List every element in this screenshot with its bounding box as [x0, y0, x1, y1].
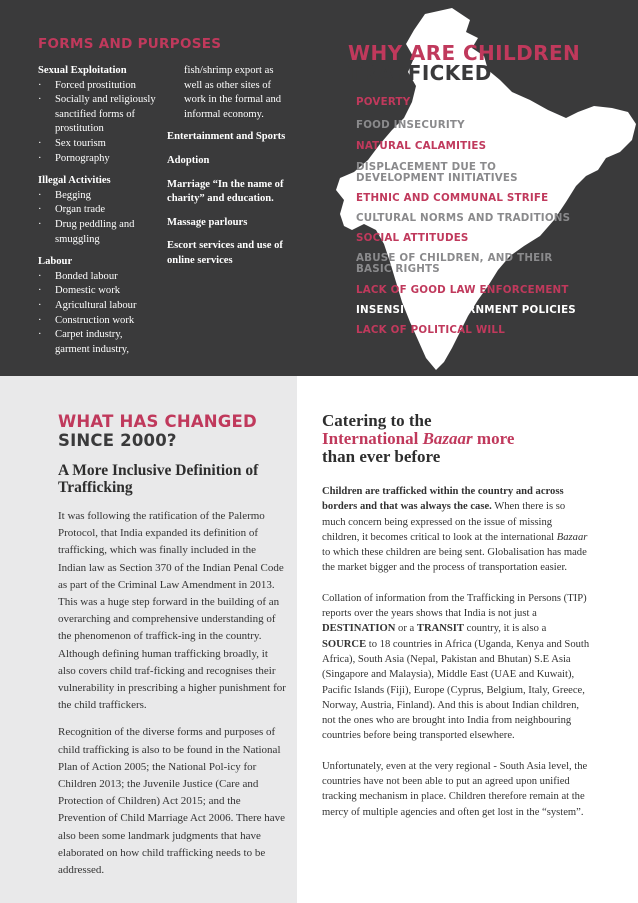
forms-column-2	[167, 64, 289, 278]
text-run: When there is so much concern being expressed on the issue of missing children, it becomes critical to look at the international	[322, 501, 566, 543]
reason-item: DISPLACEMENT DUE TO	[356, 161, 497, 173]
labour-continuation: fish/shrimp export as well as other sites of work in the formal and informal economy.	[184, 65, 282, 120]
forms-title: FORMS AND PURPOSES	[38, 36, 222, 52]
top-band	[0, 0, 638, 376]
paragraph: Recognition of the diverse forms and purposes of child trafficking is also to be found in the National Plan of Action 2005; the National Pol-icy for Children 2013; the Juvenile Justice (Care and Protection of Children) Act 2015; and the Prevention of Child Marriage Act 2006. There have also been some landmark judgments that have elaborated on how child trafficking needs to be addressed.	[58, 726, 286, 877]
reason-item: SOCIAL ATTITUDES	[356, 232, 469, 244]
text-run: Collation of information from the Trafficking in Persons (TIP) reports over the years shows that India is not just a	[322, 592, 587, 620]
bazaar-title-line3: than ever before	[322, 447, 441, 466]
forms-purpose: Adoption	[167, 154, 210, 166]
text-run: to which these children are being sent. Globalisation has made the market bigger and the process of transportation easier.	[322, 547, 587, 574]
forms-purpose: Entertainment and Sports	[167, 131, 286, 143]
list-item: · Bonded labour	[38, 270, 156, 285]
forms-purpose: Marriage “In the name of charity” and education.	[167, 178, 284, 205]
list-item: · Agricultural labour	[38, 299, 156, 314]
forms-group	[38, 64, 156, 166]
why-title-line2: TRAFFICKED	[348, 61, 492, 85]
bazaar-title-line1: Catering to the	[322, 411, 432, 430]
list-item: · Forced prostitution	[38, 79, 156, 94]
list-item: · Begging	[38, 189, 156, 204]
bazaar-title-italic: Bazaar	[422, 429, 473, 448]
why-title-line1: WHY ARE CHILDREN	[348, 41, 581, 65]
forms-group-heading: Sexual Exploitation	[38, 65, 127, 76]
forms-group	[38, 174, 156, 247]
forms-purpose: Massage parlours	[167, 216, 248, 228]
bazaar-title-line2	[322, 430, 514, 448]
forms-purpose: Escort services and use of online services	[167, 240, 283, 266]
forms-column-1	[38, 64, 156, 365]
lead-sentence: Children are trafficked within the country and across borders and that was always the case.	[322, 486, 564, 513]
what-changed-title-line1: WHAT HAS CHANGED	[58, 412, 257, 431]
bazaar-title-text: International	[322, 429, 423, 448]
reason-item: DEVELOPMENT INITIATIVES	[356, 172, 518, 184]
keyword-destination: DESTINATION	[322, 623, 396, 635]
reason-item: NATURAL CALAMITIES	[356, 140, 487, 152]
list-item: · Domestic work	[38, 284, 156, 299]
paragraph: Unfortunately, even at the very regional - South Asia level, the countries have not been able to put an agreed upon unified tracking mechanism in place. Children therefore remain at the mercy of multiple agencies and often get lost in the “system”.	[322, 760, 588, 818]
keyword-transit: TRANSIT	[416, 623, 464, 635]
what-changed-title-line2: SINCE 2000?	[58, 431, 177, 450]
text-run: to 18 countries in Africa (Uganda, Kenya and South Africa), South Asia (Nepal, Pakistan and Bhutan) S.E Asia (Singapore and Malaysia), Middle East (UAE and Kuwait), Pacific Islands (Fiji), Europe (Cyprus, Belgium, Italy, Greece, Norway, Austria, Finland). And this is about Indian children, not the ones who are brought into India from neighbouring countries before being transported elsewhere.	[322, 638, 590, 742]
reason-item: LACK OF POLITICAL WILL	[356, 324, 505, 336]
what-changed-subtitle: A More Inclusive Definition of Trafficking	[58, 462, 259, 496]
keyword-source: SOURCE	[322, 638, 367, 650]
list-item: · Sex tourism	[38, 137, 156, 152]
reason-item: BASIC RIGHTS	[356, 263, 440, 275]
reason-item: INSENSITIVE GOVERNMENT POLICIES	[356, 304, 576, 316]
paragraph: It was following the ratification of the Palermo Protocol, that India expanded its definition of trafficking, which was finally included in the Indian law as Section 370 of the Indian Penal Code as part of the Criminal Law Amendment in 2013. This was a huge step forward in the building of an overarching and comprehensive understanding of the phenomenon of traffick-ing in the country. Although defining human trafficking broadly, it also covers child traf-ficking and recognises their vulnerability in prescribing a higher punishment for the child traffickers.	[58, 510, 286, 712]
reason-item: LACK OF GOOD LAW ENFORCEMENT	[356, 284, 569, 296]
text-run: country, it is also a	[463, 623, 547, 635]
what-changed-body	[58, 508, 286, 889]
list-item: · Organ trade	[38, 203, 156, 218]
italic-term: Bazaar	[556, 531, 588, 543]
text-run: or a	[395, 623, 417, 635]
list-item: · Construction work	[38, 314, 156, 329]
forms-group-heading: Labour	[38, 256, 73, 268]
forms-group	[38, 255, 156, 357]
bazaar-body	[322, 484, 590, 835]
list-item: · Socially and religiously sanctified forms of prostitution	[38, 93, 156, 137]
reason-item: FOOD INSECURITY	[356, 119, 465, 131]
reason-item: ABUSE OF CHILDREN, AND THEIR	[356, 252, 553, 264]
list-item: · Drug peddling and smuggling	[38, 218, 156, 247]
list-item: · Carpet industry, garment industry,	[38, 328, 156, 357]
paragraph	[322, 591, 590, 744]
reason-item: CULTURAL NORMS AND TRADITIONS	[356, 212, 571, 224]
reason-item: POVERTY	[356, 96, 411, 108]
forms-group-heading: Illegal Activities	[38, 175, 111, 187]
list-item: · Pornography	[38, 152, 156, 167]
paragraph	[322, 484, 590, 576]
bazaar-title-text: more	[472, 429, 515, 448]
reason-item: ETHNIC AND COMMUNAL STRIFE	[356, 192, 549, 204]
